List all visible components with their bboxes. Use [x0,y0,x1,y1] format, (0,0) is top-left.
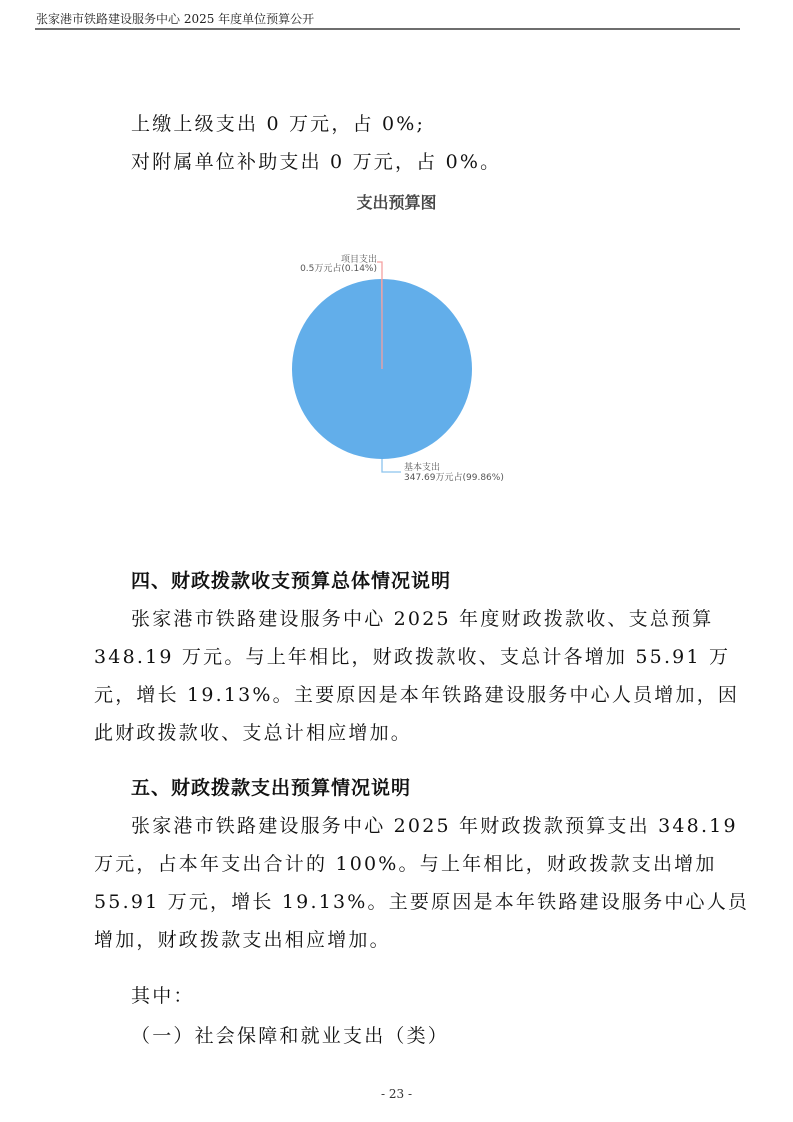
section5-line: 增加，财政拨款支出相应增加。 [94,929,391,951]
section4-line: 张家港市铁路建设服务中心 2025 年度财政拨款收、支总预算 [131,608,714,630]
slice-name-label-basic: 基本支出 [404,463,441,473]
slice-name-label-project: 项目支出 [340,255,377,265]
section4-line: 348.19 万元。与上年相比，财政拨款收、支总计各增加 55.91 万 [94,646,731,668]
section5-among: 其中： [131,985,195,1007]
section5-line: 张家港市铁路建设服务中心 2025 年财政拨款预算支出 348.19 [131,815,738,837]
slice-value-label-basic: 347.69万元占(99.86%) [404,473,504,483]
pie-chart [0,0,793,520]
section5-heading: 五、财政拨款支出预算情况说明 [131,777,412,799]
leader-line-basic [382,459,401,472]
page-number: - 23 - [380,1087,412,1101]
section5-line: 万元，占本年支出合计的 100%。与上年相比，财政拨款支出增加 [94,853,717,875]
section5-line: 55.91 万元，增长 19.13%。主要原因是本年铁路建设服务中心人员 [94,891,750,913]
section5-sub1: （一）社会保障和就业支出（类） [131,1025,450,1047]
page-header-title: 张家港市铁路建设服务中心 2025 年度单位预算公开 [36,12,315,26]
section4-line: 此财政拨款收、支总计相应增加。 [94,722,413,744]
section4-heading: 四、财政拨款收支预算总体情况说明 [131,570,452,592]
slice-value-label-project: 0.5万元占(0.14%) [300,264,377,274]
chart-title: 支出预算图 [356,193,437,212]
body-line: 上缴上级支出 0 万元，占 0%; [131,113,426,135]
section4-line: 元，增长 19.13%。主要原因是本年铁路建设服务中心人员增加，因 [94,684,740,706]
body-line: 对附属单位补助支出 0 万元，占 0%。 [131,151,502,173]
